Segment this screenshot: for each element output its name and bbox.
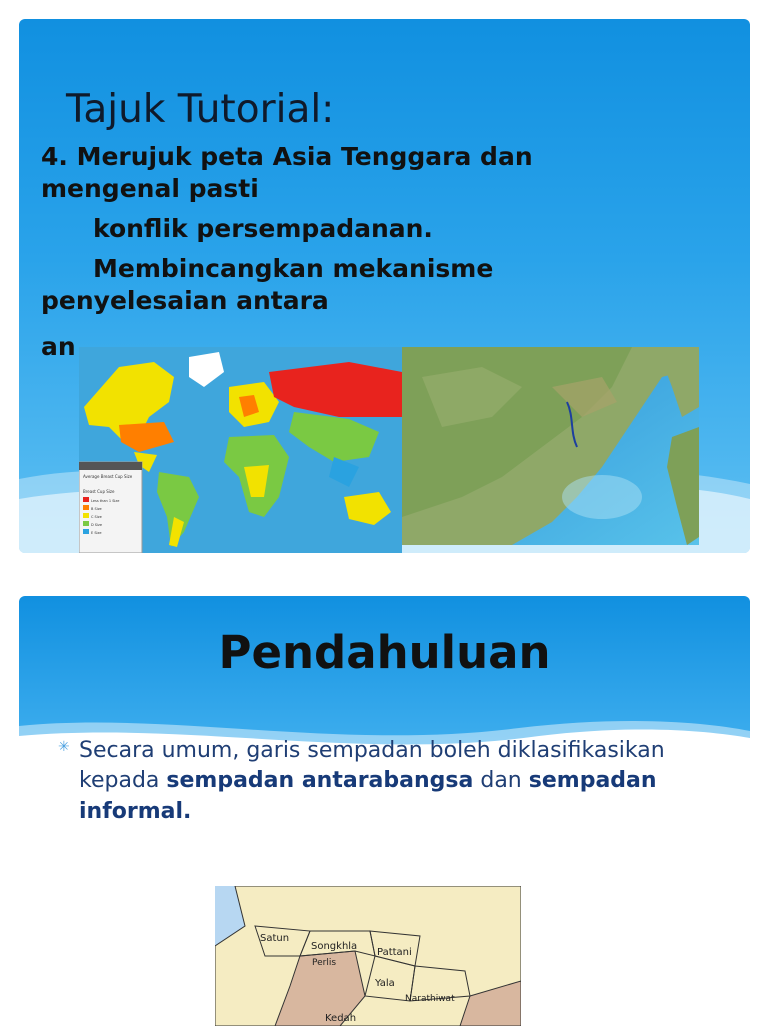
southern-thailand-map-image xyxy=(215,886,521,1026)
legend-item: E Size xyxy=(91,531,102,535)
bullet-item xyxy=(58,736,679,827)
body-line: Membincangkan mekanisme xyxy=(93,254,494,283)
slide-title: Pendahuluan xyxy=(218,626,551,679)
world-map-image xyxy=(79,347,402,553)
slide-title: Tajuk Tutorial: xyxy=(66,87,335,132)
legend-item: D Size xyxy=(91,523,102,527)
map-label: Perlis xyxy=(312,958,337,968)
legend-item: Less than 1 Size xyxy=(91,499,120,503)
map-label: Kedah xyxy=(325,1013,357,1024)
bullet-bold-term: sempadan antarabangsa xyxy=(166,768,474,794)
slide-body xyxy=(41,141,741,371)
map-label: Pattani xyxy=(377,947,412,958)
body-line: 4. Merujuk peta Asia Tenggara dan xyxy=(41,142,533,171)
bullet-marker-icon: ✳ xyxy=(58,739,70,755)
map-label: Satun xyxy=(260,933,290,944)
bullet-text: dan xyxy=(473,768,529,794)
relief-map-image xyxy=(402,347,699,545)
bullet-text: Secara umum, garis sempadan boleh diklasifikasikan kepada xyxy=(79,738,665,794)
map-label: Songkhla xyxy=(311,941,358,952)
body-line: penyelesaian antara xyxy=(41,286,329,315)
map-label: Yala xyxy=(375,978,395,989)
legend-title: Average Breast Cup Size xyxy=(83,474,133,479)
legend-item: C Size xyxy=(91,515,102,519)
body-line: an xyxy=(41,332,76,361)
map-label: Narathiwat xyxy=(405,994,455,1004)
body-line: mengenal pasti xyxy=(41,174,259,203)
legend-subtitle: Breast Cup Size xyxy=(83,489,115,494)
legend-item: B Size xyxy=(91,507,102,511)
body-line: konflik persempadanan. xyxy=(93,214,433,243)
bullet-bold-term: sempadan informal. xyxy=(79,768,657,824)
